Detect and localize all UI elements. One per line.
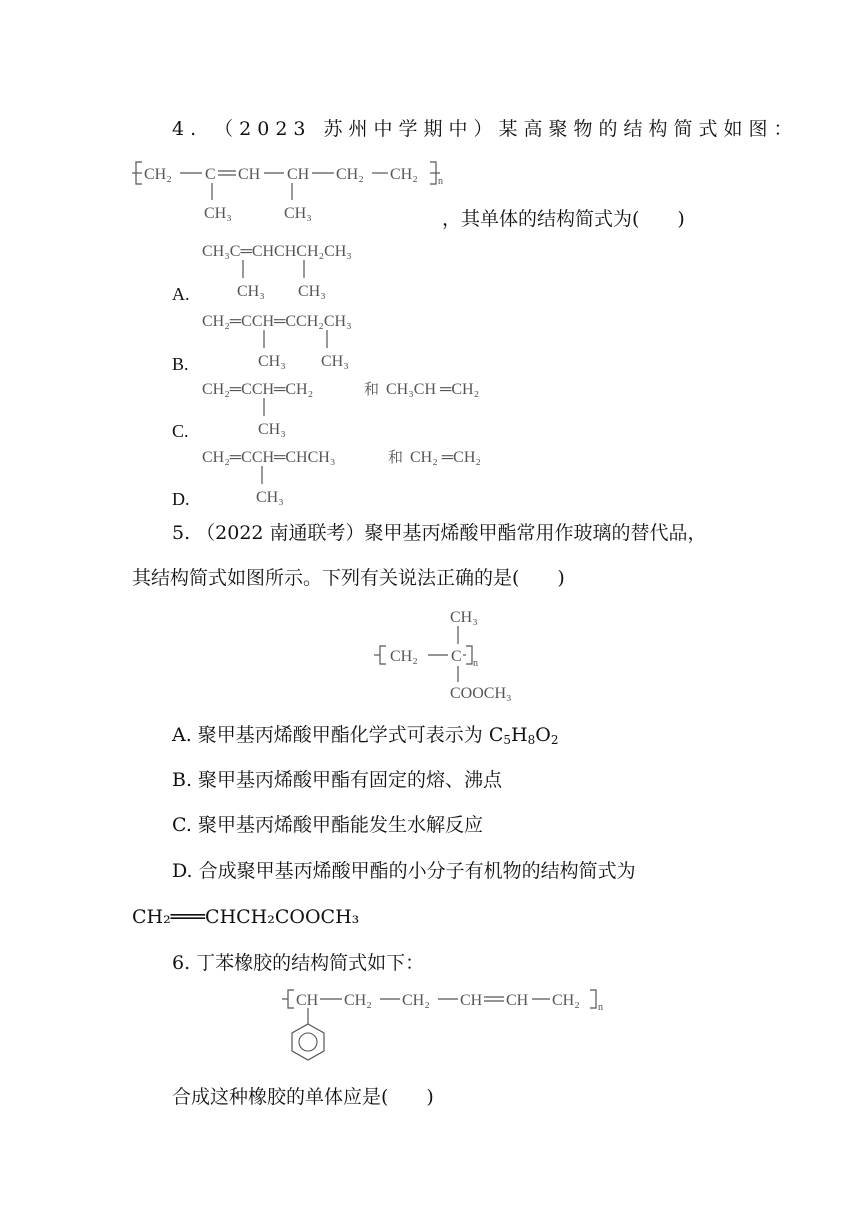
left-bracket xyxy=(380,646,386,664)
q4-option-b-sub2: CH₃ xyxy=(321,353,349,370)
q6-poly-atom-1: CH xyxy=(296,992,319,1009)
q5-option-a-text: A. 聚甲基丙烯酸甲酯化学式可表示为 C xyxy=(172,724,504,746)
q6-poly-atom-4: CH xyxy=(460,992,483,1009)
q4-option-b-formula: CH₂═CCH═CCH₂CH₃ xyxy=(202,313,352,330)
q4-option-d-formula: CH₂═CCH═CHCH₃ xyxy=(202,449,336,466)
q4-option-a-sub2: CH₃ xyxy=(298,283,326,300)
q4-stem-continued: ，其单体的结构简式为( ) xyxy=(442,208,685,230)
q5-poly-c: C xyxy=(451,648,462,665)
right-bracket xyxy=(590,990,596,1008)
left-bracket xyxy=(288,990,294,1008)
q4-poly-atom-5: CH₂ xyxy=(336,166,364,183)
q6-question: 合成这种橡胶的单体应是( ) xyxy=(172,1086,434,1108)
q5-option-b[interactable]: B. 聚甲基丙烯酸甲酯有固定的熔、沸点 xyxy=(172,769,503,791)
q4-option-c-and: 和 xyxy=(364,382,380,398)
q5-option-d[interactable]: D. 合成聚甲基丙烯酸甲酯的小分子有机物的结构简式为 xyxy=(172,860,636,882)
q4-option-a-label[interactable]: A. xyxy=(172,284,190,304)
q5-option-d-formula: CH₂═══CHCH₂COOCH₃ xyxy=(132,906,360,928)
q4-polymer-structure xyxy=(132,158,462,228)
q5-polymer-structure xyxy=(372,604,542,704)
q4-option-c-extra: CH₃CH ═CH₂ xyxy=(386,381,480,398)
q4-option-a-sub1: CH₃ xyxy=(237,283,265,300)
q6-poly-atom-5: CH xyxy=(506,992,529,1009)
q5-option-a[interactable]: A. 聚甲基丙烯酸甲酯化学式可表示为 $C_5H_8O_2$ xyxy=(172,724,559,747)
q6-poly-atom-2: CH₂ xyxy=(344,992,372,1009)
q4-option-c-sub1: CH₃ xyxy=(258,421,286,438)
q4-option-b-sub1: CH₃ xyxy=(258,353,286,370)
q4-option-a-formula: CH₃C═CHCHCH₂CH₃ xyxy=(202,243,352,260)
right-bracket xyxy=(466,646,472,664)
q4-option-d-sub1: CH₃ xyxy=(256,489,284,506)
q4-option-d-extra: CH₂ ═CH₂ xyxy=(410,449,481,466)
q4-option-a-structure xyxy=(200,238,420,300)
q4-option-b-label[interactable]: B. xyxy=(172,354,189,374)
q5-poly-n: n xyxy=(473,658,478,669)
q4-option-d-and: 和 xyxy=(388,450,404,466)
q4-poly-branch2: CH₃ xyxy=(284,205,312,222)
q5-stem: 5. （2022 南通联考）聚甲基丙烯酸甲酯常用作玻璃的替代品， xyxy=(172,522,707,544)
q4-option-c-structure xyxy=(200,376,520,438)
q4-poly-n: n xyxy=(438,176,443,187)
q6-poly-n: n xyxy=(598,1002,603,1013)
q6-polymer-structure xyxy=(282,984,622,1064)
q4-option-b-structure xyxy=(200,308,420,370)
q4-option-c-formula: CH₂═CCH═CH₂ xyxy=(202,381,314,398)
benzene-ring-icon xyxy=(292,1024,324,1060)
q5-poly-main: CH₂ xyxy=(390,648,418,665)
q4-poly-branch1: CH₃ xyxy=(204,205,232,222)
q4-option-d-label[interactable]: D. xyxy=(172,489,190,509)
q6-stem: 6. 丁苯橡胶的结构简式如下： xyxy=(172,952,425,974)
q4-poly-atom-2: C xyxy=(205,166,216,183)
q5-poly-top: CH₃ xyxy=(450,609,478,626)
q6-poly-atom-3: CH₂ xyxy=(402,992,430,1009)
q5-option-c[interactable]: C. 聚甲基丙烯酸甲酯能发生水解反应 xyxy=(172,814,483,836)
q5-poly-bottom: COOCH₃ xyxy=(450,685,512,702)
q6-poly-atom-6: CH₂ xyxy=(552,992,580,1009)
q4-poly-atom-6: CH₂ xyxy=(390,166,418,183)
q4-poly-atom-4: CH xyxy=(287,166,310,183)
q4-option-d-structure xyxy=(200,444,520,506)
q4-option-c-label[interactable]: C. xyxy=(172,421,189,441)
q4-poly-atom-3: CH xyxy=(238,166,261,183)
q4-stem: 4. （2023 苏州中学期中）某高聚物的结构简式如图： xyxy=(172,118,799,140)
q5-stem-continued: 其结构简式如图所示。下列有关说法正确的是( ) xyxy=(132,567,565,589)
q4-poly-atom-1: CH₂ xyxy=(144,166,172,183)
